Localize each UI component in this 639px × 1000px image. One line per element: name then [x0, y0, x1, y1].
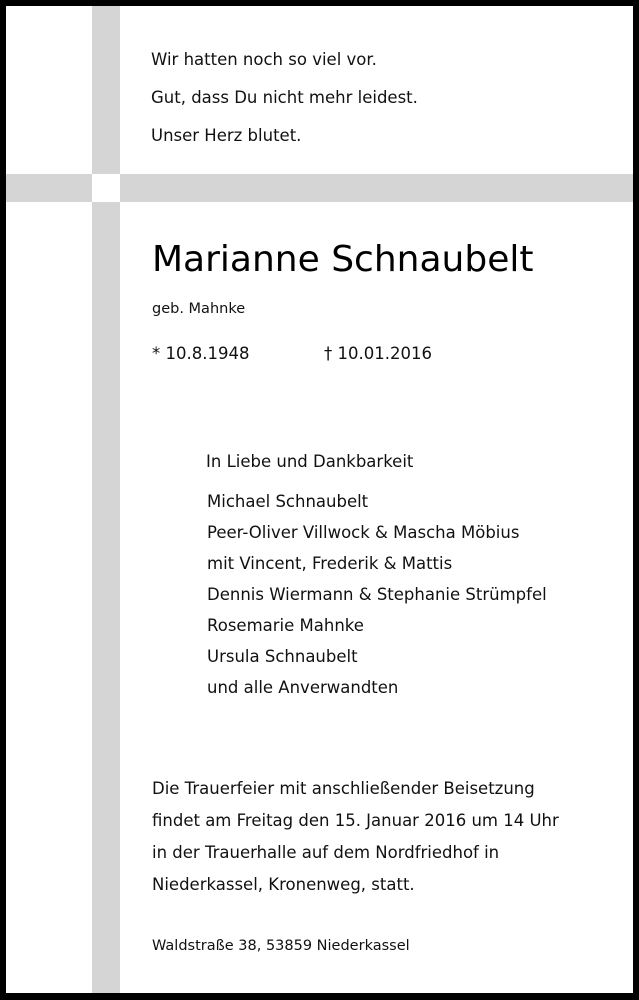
mourner-name: Peer-Oliver Villwock & Mascha Möbius	[207, 523, 520, 542]
mourner-name: und alle Anverwandten	[207, 678, 399, 697]
mourner-name: Michael Schnaubelt	[207, 492, 369, 511]
funeral-line: Niederkassel, Kronenweg, statt.	[152, 875, 415, 894]
verse-line-2: Gut, dass Du nicht mehr leidest.	[151, 88, 418, 107]
verse-line-3: Unser Herz blutet.	[151, 126, 302, 145]
deceased-name: Marianne Schnaubelt	[152, 239, 534, 280]
mourners-list	[207, 492, 547, 709]
mourner-name: Ursula Schnaubelt	[207, 647, 358, 666]
mourners-intro: In Liebe und Dankbarkeit	[206, 452, 414, 471]
maiden-name: geb. Mahnke	[152, 301, 246, 317]
funeral-line: in der Trauerhalle auf dem Nordfriedhof in	[152, 843, 500, 862]
death-date: † 10.01.2016	[324, 344, 432, 363]
birth-date: * 10.8.1948	[152, 344, 250, 363]
mourner-name: Rosemarie Mahnke	[207, 616, 364, 635]
verse-line-1: Wir hatten noch so viel vor.	[151, 50, 377, 69]
cross-center	[92, 174, 120, 202]
funeral-line: Die Trauerfeier mit anschließender Beisetzung	[152, 779, 535, 798]
cross-vertical-bar	[92, 6, 120, 1000]
address: Waldstraße 38, 53859 Niederkassel	[152, 938, 410, 954]
funeral-line: findet am Freitag den 15. Januar 2016 um 14 Uhr	[152, 811, 559, 830]
funeral-details	[152, 779, 559, 907]
mourner-name: Dennis Wiermann & Stephanie Strümpfel	[207, 585, 547, 604]
mourner-name: mit Vincent, Frederik & Mattis	[207, 554, 453, 573]
